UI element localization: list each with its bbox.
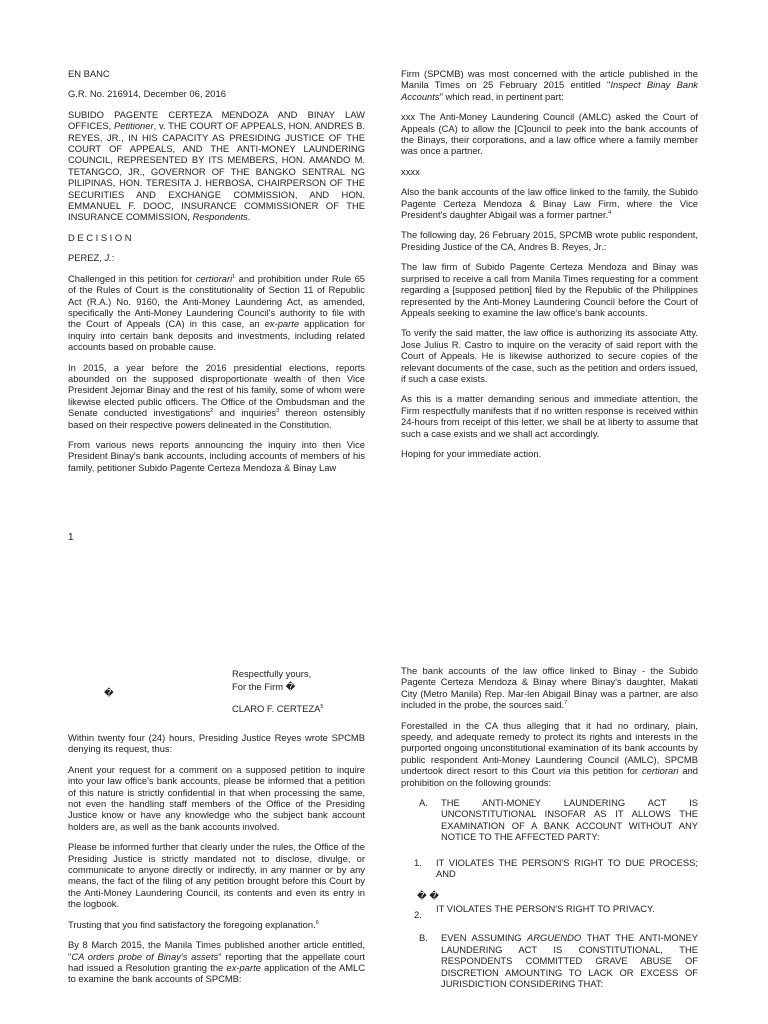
letter-paragraph-1: The law firm of Subido Pagente Certeza Mendoza and Binay was surprised to receive a call from Manila Times requesting for a comment regarding a [supposed petition] filed by the Republic of the Philippines represented by the Anti-Money Laundering Council before the Court of Appeals seeking to examine the law office's bank accounts. [401, 261, 698, 318]
paragraph-1: Challenged in this petition for certiorari$^1$ and prohibition under Rule 65 of the Rules of Court is the constitutionality of Section 11 of Republic Act (R.A.) No. 9160, the Anti-Money Laundering Act, as amended, specifically the Anti-Money Laundering Council's authority to file with the Court of Appeals (CA) in this case, an ex-parte application for inquiry into certain bank deposits and investments, including related accounts based on probable cause. [68, 272, 365, 353]
case-number: G.R. No. 216914, December 06, 2016 [68, 88, 226, 100]
reply-paragraph-1: Anent your request for a comment on a supposed petition to inquire into your law office's bank accounts, please be informed that a petition of this nature is strictly confidential in that when processing the same, not even the handling staff members of the Office of the Presiding Justice know or have any knowledge who the subject bank account holders are, as well as the bank accounts involved. [68, 763, 365, 832]
ground-marks: � � [417, 889, 439, 901]
signature-name: CLARO F. CERTEZA$^5$ [232, 703, 324, 714]
page-gap [0, 592, 768, 640]
reply-paragraph-2: Please be informed further that clearly under the rules, the Office of the Presiding Justice is strictly mandated not to disclose, divulge, or communicate to anyone directly or indirectly, in any manner or by any means, the fact of the filing of any petition brought before this Court by the Anti-Money Laundering Council, its contents and even its entry in the logbook. [68, 841, 365, 910]
case-title: SUBIDO PAGENTE CERTEZA MENDOZA AND BINAY LAW OFFICES, Petitioner, v. THE COURT OF APPEALS, HON. ANDRES B. REYES, JR., IN HIS CAPACITY AS PRESIDING JUSTICE OF THE COURT OF APPEALS, AND THE ANTI-MONEY LAUNDERING COUNCIL, REPRESENTED BY ITS MEMBERS, HON. AMANDO M. TETANGCO, JR., GOVERNOR OF THE BANGKO SENTRAL NG PILIPINAS, HON. TERESITA J. HERBOSA, CHAIRPERSON OF THE SECURITIES AND EXCHANGE COMMISSION, AND HON. EMMANUEL F. DOOC, INSURANCE COMMISSIONER OF THE INSURANCE COMMISSION, Respondents. [68, 108, 365, 223]
paragraph-5: The following day, 26 February 2015, SPCMB wrote public respondent, Presiding Justice of the CA, Andres B. Reyes, Jr.: [401, 229, 698, 252]
page-2 [0, 640, 768, 1024]
reply-paragraph-3: Trusting that you find satisfactory the foregoing explanation.$^6$ [68, 918, 319, 930]
letter-paragraph-4: Hoping for your immediate action. [401, 447, 542, 459]
paragraph-6: Within twenty four (24) hours, Presiding Justice Reyes wrote SPCMB denying its request, thus: [68, 732, 365, 755]
quote-ellipsis: xxxx [401, 165, 420, 177]
ground-a-1: 1. IT VIOLATES THE PERSON'S RIGHT TO DUE PROCESS; AND [414, 856, 698, 880]
paragraph-7: By 8 March 2015, the Manila Times published another article entitled, "CA orders probe of Binay's assets" reporting that the appellate court had issued a Resolution granting the ex-parte application of the AMLC to examine the bank accounts of SPCMB: [68, 939, 365, 985]
ponente: PEREZ, J.: [68, 252, 115, 264]
page1-right-column [401, 68, 698, 468]
paragraph-2: In 2015, a year before the 2016 presidential elections, reports abounded on the supposed disproportionate wealth of then Vice President Jejomar Binay and the rest of his family, some of whom were likewise elected public officers. The Office of the Ombudsman and the Senate conducted investigations$^2$ and inquiries$^3$ thereon ostensibly based on their respective powers delineated in the Constitution. [68, 361, 366, 430]
quote-article-2: Also the bank accounts of the law office linked to the family, the Subido Pagente Certeza Mendoza & Binay Law Firm, where the Vice President's daughter Abigail was a former partner.$^4$ [401, 186, 698, 221]
quote-article-3: The bank accounts of the law office linked to Binay - the Subido Pagente Certeza Mendoza & Binay where Binay's daughter, Makati City (Metro Manila) Rep. Mar-len Abigail Binay was a partner, are also included in the probe, the sources said.$^7$ [401, 665, 698, 711]
signature-mark: � [104, 687, 114, 698]
signature-for-firm: For the Firm � [232, 681, 296, 692]
page-number: 1 [68, 532, 74, 543]
page2-left-column [68, 732, 365, 994]
court-heading: EN BANC [68, 68, 110, 79]
ground-a-2: 2. IT VIOLATES THE PERSON'S RIGHT TO PRIVACY. [414, 902, 655, 920]
paragraph-3: From various news reports announcing the inquiry into then Vice President Binay's bank accounts, including accounts of members of his family, petitioner Subido Pagente Certeza Mendoza & Binay Law [68, 438, 365, 473]
page2-right-column [401, 665, 698, 999]
ground-b: B. EVEN ASSUMING ARGUENDO THAT THE ANTI-MONEY LAUNDERING ACT IS CONSTITUTIONAL, THE RESPONDENTS COMMITTED GRAVE ABUSE OF DISCRETION AMOUNTING TO LACK OR EXCESS OF JURISDICTION CONSIDERING THAT: [419, 932, 698, 989]
letter-paragraph-2: To verify the said matter, the law office is authorizing its associate Atty. Jose Julius R. Castro to inquire on the veracity of said report with the Court of Appeals. He is likewise authorized to secure copies of the relevant documents of the case, such as the petition and orders issued, if such a case exists. [401, 327, 698, 384]
paragraph-4: Firm (SPCMB) was most concerned with the article published in the Manila Times on 25 February 2015 entitled "Inspect Binay Bank Accounts" which read, in pertinent part: [401, 68, 698, 102]
paragraph-8: Forestalled in the CA thus alleging that it had no ordinary, plain, speedy, and adequate remedy to protect its rights and interests in the purported ongoing unconstitutional examination of its bank accounts by public respondent Anti-Money Laundering Council (AMLC), SPCMB undertook direct resort to this Court via this petition for certiorari and prohibition on the following grounds: [401, 719, 699, 788]
quote-article-1: xxx The Anti-Money Laundering Council (AMLC) asked the Court of Appeals (CA) to allow the [C]ouncil to peek into the bank accounts of the Binays, their corporations, and a law office where a family member was once a partner. [401, 111, 698, 157]
decision-heading: D E C I S I O N [68, 231, 132, 243]
page1-left-column [68, 68, 365, 482]
ground-a: A. THE ANTI-MONEY LAUNDERING ACT IS UNCONSTITUTIONAL INSOFAR AS IT ALLOWS THE EXAMINATION OF A BANK ACCOUNT WITHOUT ANY NOTICE TO THE AFFECTED PARTY: [419, 797, 698, 843]
signature-closing: Respectfully yours, [232, 668, 312, 679]
letter-paragraph-3: As this is a matter demanding serious and immediate attention, the Firm respectfully manifests that if no written response is received within 24-hours from receipt of this letter, we shall be at liberty to assume that such a case exists and we shall act accordingly. [401, 393, 698, 439]
